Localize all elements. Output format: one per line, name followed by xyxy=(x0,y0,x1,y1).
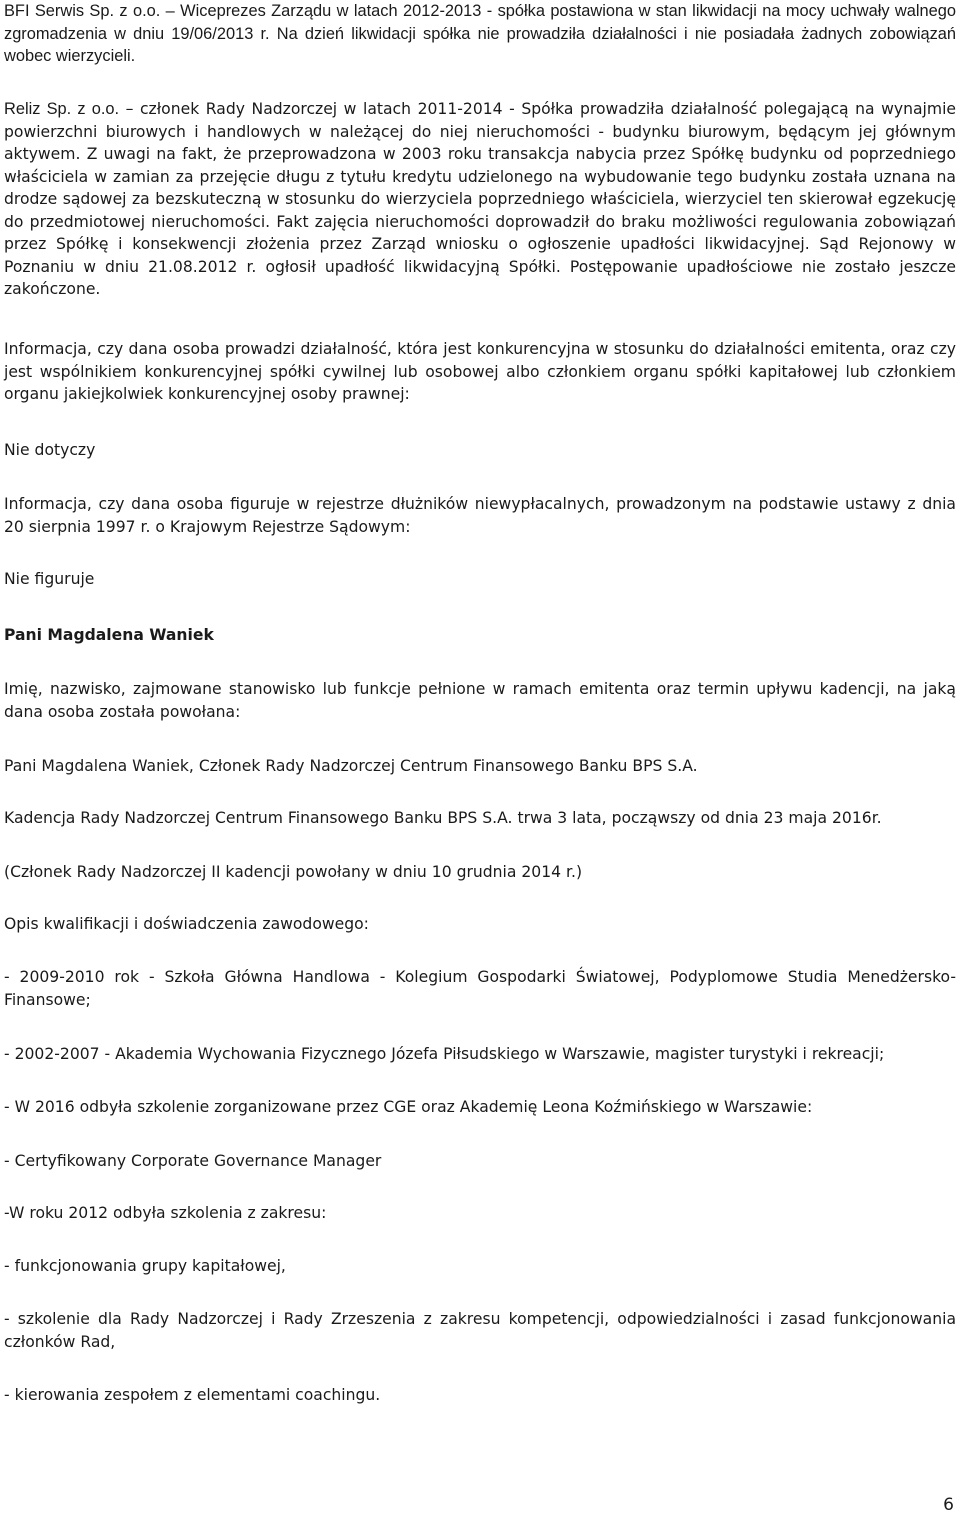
course-capital-groups: - funkcjonowania grupy kapitałowej, xyxy=(4,1257,286,1275)
registry-question: Informacja, czy dana osoba figuruje w rejestrze dłużników niewypłacalnych, prowadzonym na podstawie ustawy z dnia 20 sierpnia 1997 r. o Krajowym Rejestrze Sądowym: xyxy=(4,495,956,536)
training-2016: - W 2016 odbyła szkolenie zorganizowane przez CGE oraz Akademię Leona Koźmińskiego w Warszawie: xyxy=(4,1098,813,1116)
appointment-info: (Członek Rady Nadzorczej II kadencji powołany w dniu 10 grudnia 2014 r.) xyxy=(4,863,583,881)
page-number: 6 xyxy=(943,1495,954,1515)
reliz-bankruptcy-details: Z uwagi na fakt, że przeprowadzona w 2003 roku transakcja nabycia przez Spółkę budynku od poprzedniego właściciela w zamian za przejęcie długu z tytułu kredytu udzielonego na wybudowanie tego budynku została uznana na drodze sądowej za bezskuteczną w stosunku do wierzyciela poprzedniego właściciela, wierzyciel ten skierował egzekucję do przedmiotowej nieruchomości. Fakt zajęcia nieruchomości doprowadził do braku możliwości regulowania zobowiązań przez Spółkę i konsekwencji złożenia przez Zarząd wniosku o ogłoszenie upadłości likwidacyjnej. Sąd Rejonowy w Poznaniu w dniu 21.08.2012 r. ogłosił upadłość likwidacyjną Spółki. Postępowanie upadłościowe nie zostało jeszcze zakończone. xyxy=(4,145,956,298)
competition-answer: Nie dotyczy xyxy=(4,441,96,459)
competition-question: Informacja, czy dana osoba prowadzi działalność, która jest konkurencyjna w stosunku do działalności emitenta, oraz czy jest wspólnikiem konkurencyjnej spółki cywilnej lub osobowej albo członkiem organu spółki kapitałowej lub członkiem organu jakiejkolwiek konkurencyjnej osoby prawnej: xyxy=(4,340,956,403)
position-question: Imię, nazwisko, zajmowane stanowisko lub funkcje pełnione w ramach emitenta oraz termin upływu kadencji, na jaką dana osoba została powołana: xyxy=(4,680,956,721)
education-awf: - 2002-2007 - Akademia Wychowania Fizycznego Józefa Piłsudskiego w Warszawie, magister turystyki i rekreacji; xyxy=(4,1045,885,1063)
training-2012: -W roku 2012 odbyła szkolenia z zakresu: xyxy=(4,1204,327,1222)
reliz-company-name: Reliz Sp. z o.o. xyxy=(4,100,120,118)
person-heading: Pani Magdalena Waniek xyxy=(4,626,214,644)
certificate: - Certyfikowany Corporate Governance Manager xyxy=(4,1152,382,1170)
course-supervisory-boards: - szkolenie dla Rady Nadzorczej i Rady Zrzeszenia z zakresu kompetencji, odpowiedzialności i zasad funkcjonowania członków Rad, xyxy=(4,1310,956,1351)
education-sgh: - 2009-2010 rok - Szkoła Główna Handlowa - Kolegium Gospodarki Światowej, Podyplomowe Studia Menedżersko-Finansowe; xyxy=(4,968,956,1009)
qualifications-heading: Opis kwalifikacji i doświadczenia zawodowego: xyxy=(4,915,369,933)
reliz-board-role: – członek Rady Nadzorczej w latach 2011-2014 - Spółka prowadziła działalność polegającą na wynajmie powierzchni biurowych i handlowych w należącej do niej nieruchomości - budynku biurowym, będącym jej głównym aktywem. xyxy=(4,100,957,163)
course-coaching: - kierowania zespołem z elementami coachingu. xyxy=(4,1386,381,1404)
registry-answer: Nie figuruje xyxy=(4,570,95,588)
paragraph-reliz xyxy=(4,98,956,301)
term-info: Kadencja Rady Nadzorczej Centrum Finansowego Banku BPS S.A. trwa 3 lata, począwszy od dnia 23 maja 2016r. xyxy=(4,809,882,827)
position-answer: Pani Magdalena Waniek, Członek Rady Nadzorczej Centrum Finansowego Banku BPS S.A. xyxy=(4,757,698,775)
paragraph-bfi-serwis: BFI Serwis Sp. z o.o. – Wiceprezes Zarządu w latach 2012-2013 - spółka postawiona w stan likwidacji na mocy uchwały walnego zgromadzenia w dniu 19/06/2013 r. Na dzień likwidacji spółka nie prowadziła działalności i nie posiadała żadnych zobowiązań wobec wierzycieli. xyxy=(4,2,956,65)
